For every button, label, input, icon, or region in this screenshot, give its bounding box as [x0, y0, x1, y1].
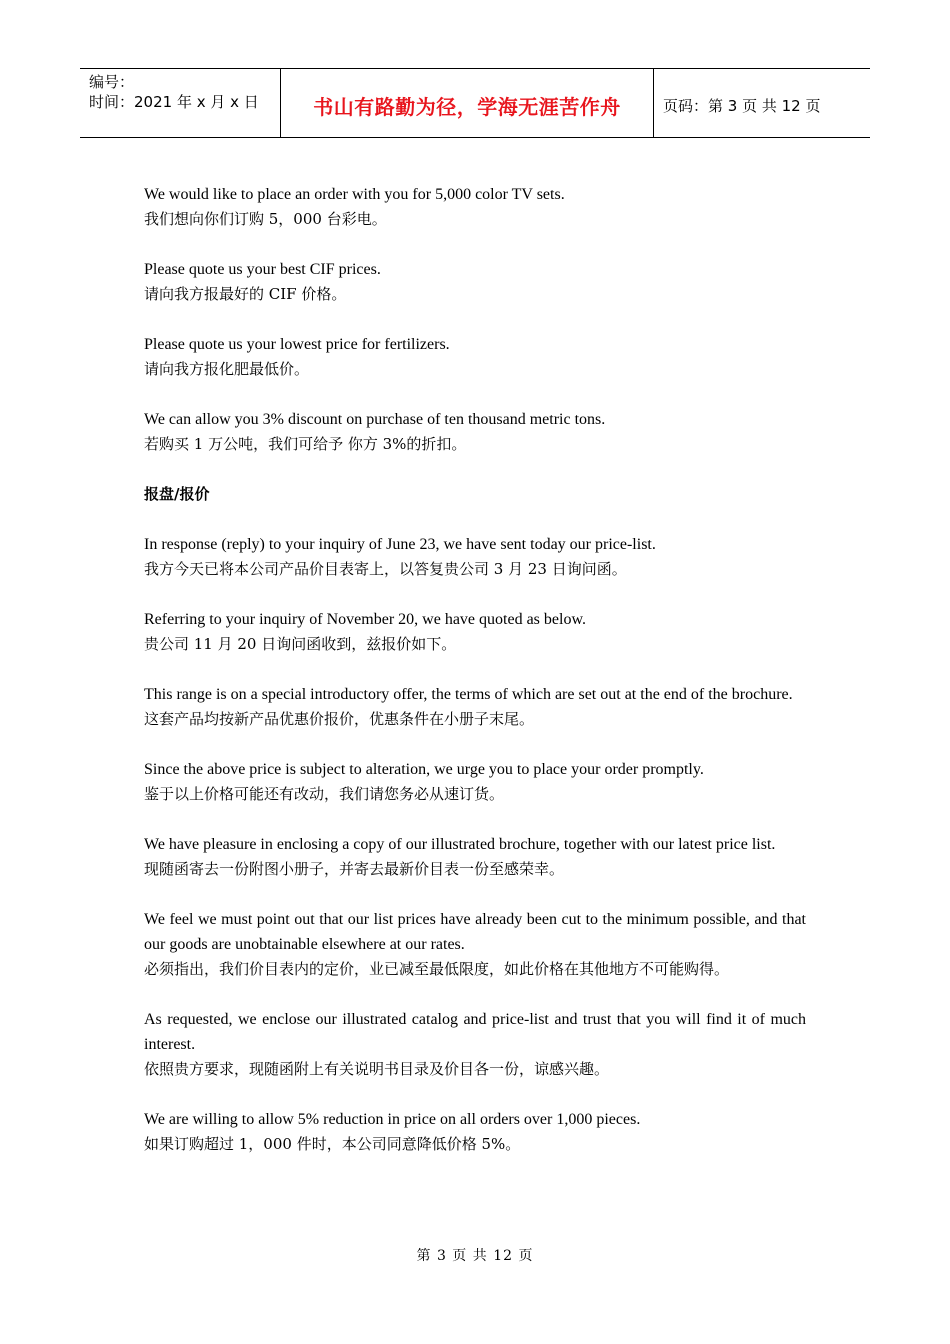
chinese-translation: 依照贵方要求，现随函附上有关说明书目录及价目各一份，谅感兴趣。: [144, 1060, 610, 1078]
chinese-translation: 请向我方报最好的 CIF 价格。: [144, 285, 347, 303]
english-sentence: As requested, we enclose our illustrated catalog and price-list and trust that you will find it of much interest.: [144, 1011, 806, 1053]
sentence-pair: [144, 407, 806, 457]
english-sentence: We are willing to allow 5% reduction in price on all orders over 1,000 pieces.: [144, 1111, 641, 1128]
header-middle-cell: [281, 69, 654, 137]
chinese-translation: 我方今天已将本公司产品价目表寄上，以答复贵公司 3 月 23 日询问函。: [144, 560, 627, 578]
english-sentence: Please quote us your best CIF prices.: [144, 261, 381, 278]
section-heading: 报盘/报价: [144, 485, 210, 503]
chinese-translation: 这套产品均按新产品优惠价报价，优惠条件在小册子末尾。: [144, 710, 535, 728]
header-left-cell: [80, 69, 281, 137]
serial-label: 编号：: [89, 73, 135, 91]
chinese-translation: 现随函寄去一份附图小册子，并寄去最新价目表一份至感荣幸。: [144, 860, 565, 878]
sentence-pair: [144, 832, 806, 882]
chinese-translation: 必须指出，我们价目表内的定价，业已减至最低限度，如此价格在其他地方不可能购得。: [144, 960, 730, 978]
english-sentence: Please quote us your lowest price for fertilizers.: [144, 336, 450, 353]
english-sentence: Referring to your inquiry of November 20, we have quoted as below.: [144, 611, 586, 628]
page-footer: 第 3 页 共 12 页: [416, 1248, 534, 1264]
section-offers: [144, 532, 806, 1157]
sentence-pair: [144, 257, 806, 307]
english-sentence: Since the above price is subject to alteration, we urge you to place your order promptly.: [144, 761, 704, 778]
english-sentence: We would like to place an order with you for 5,000 color TV sets.: [144, 186, 565, 203]
section-orders: [144, 182, 806, 457]
english-sentence: We can allow you 3% discount on purchase of ten thousand metric tons.: [144, 411, 606, 428]
english-sentence: We have pleasure in enclosing a copy of our illustrated brochure, together with our latest price list.: [144, 836, 776, 853]
sentence-pair: [144, 907, 806, 982]
motto: 书山有路勤为径，学海无涯苦作舟: [313, 94, 621, 119]
english-sentence: In response (reply) to your inquiry of June 23, we have sent today our price-list.: [144, 536, 656, 553]
english-sentence: We feel we must point out that our list prices have already been cut to the minimum possible, and that our goods are unobtainable elsewhere at our rates.: [144, 911, 806, 953]
sentence-pair: [144, 1007, 806, 1082]
sentence-pair: [144, 182, 806, 232]
sentence-pair: [144, 532, 806, 582]
chinese-translation: 我们想向你们订购 5，000 台彩电。: [144, 210, 387, 228]
sentence-pair: [144, 1107, 806, 1157]
chinese-translation: 如果订购超过 1，000 件时，本公司同意降低价格 5%。: [144, 1135, 521, 1153]
english-sentence: This range is on a special introductory offer, the terms of which are set out at the end of the brochure.: [144, 686, 793, 703]
sentence-pair: [144, 682, 806, 732]
document-body: [144, 182, 806, 1182]
date-line: 时间：2021 年 x 月 x 日: [89, 93, 259, 111]
page-info: 页码：第 3 页 共 12 页: [663, 96, 821, 115]
sentence-pair: [144, 607, 806, 657]
chinese-translation: 若购买 1 万公吨，我们可给予 你方 3%的折扣。: [144, 435, 467, 453]
page-header: [80, 68, 870, 138]
sentence-pair: [144, 332, 806, 382]
chinese-translation: 贵公司 11 月 20 日询问函收到，兹报价如下。: [144, 635, 457, 653]
chinese-translation: 请向我方报化肥最低价。: [144, 360, 310, 378]
sentence-pair: [144, 757, 806, 807]
header-right-cell: [654, 71, 870, 139]
chinese-translation: 鉴于以上价格可能还有改动，我们请您务必从速订货。: [144, 785, 505, 803]
